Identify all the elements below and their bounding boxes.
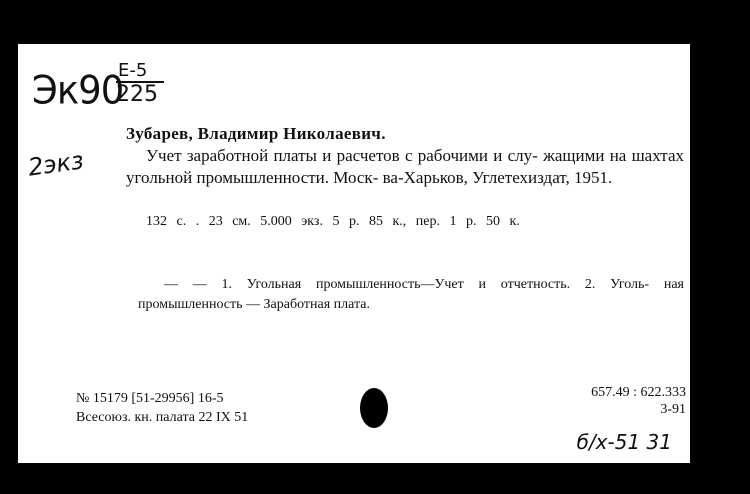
title-line: Учет заработной платы и расчетов с рабочими и слу- xyxy=(146,146,538,165)
subject-headings xyxy=(138,275,684,315)
udc-code: 657.49 : 622.333 xyxy=(591,385,686,400)
title-block xyxy=(126,145,684,189)
record-number: № 15179 [51-29956] 16-5 xyxy=(76,391,224,406)
inventory-note: б/х-51 31 xyxy=(576,430,672,454)
record-info xyxy=(76,389,248,427)
shelf-mark-denominator: 225 xyxy=(116,82,158,107)
shelf-mark-numerator: Е-5 xyxy=(118,60,148,81)
shelf-mark: Эк90 xyxy=(32,67,124,114)
class-code: 3-91 xyxy=(660,402,686,417)
catalog-card xyxy=(18,44,690,463)
subject-line: — — 1. Угольная промышленность—Учет и отчетность. 2. Уголь- xyxy=(164,277,650,292)
classification xyxy=(591,384,686,418)
title-line: ва-Харьков, Углетехиздат, 1951. xyxy=(382,168,613,187)
physical-description: 132 с. . 23 см. 5.000 экз. 5 р. 85 к., пер. 1 р. 50 к. xyxy=(146,214,520,229)
copies-note: 2экз xyxy=(26,146,86,182)
ink-blot xyxy=(360,388,388,428)
subject-line: ная промышленность — Заработная плата. xyxy=(138,277,684,312)
shelf-mark-fraction xyxy=(116,62,164,106)
book-chamber: Всесоюз. кн. палата 22 IX 51 xyxy=(76,410,249,425)
title-line: жащими на шахтах угольной промышленности. Моск- xyxy=(126,146,684,187)
author-heading: Зубарев, Владимир Николаевич. xyxy=(126,124,386,143)
